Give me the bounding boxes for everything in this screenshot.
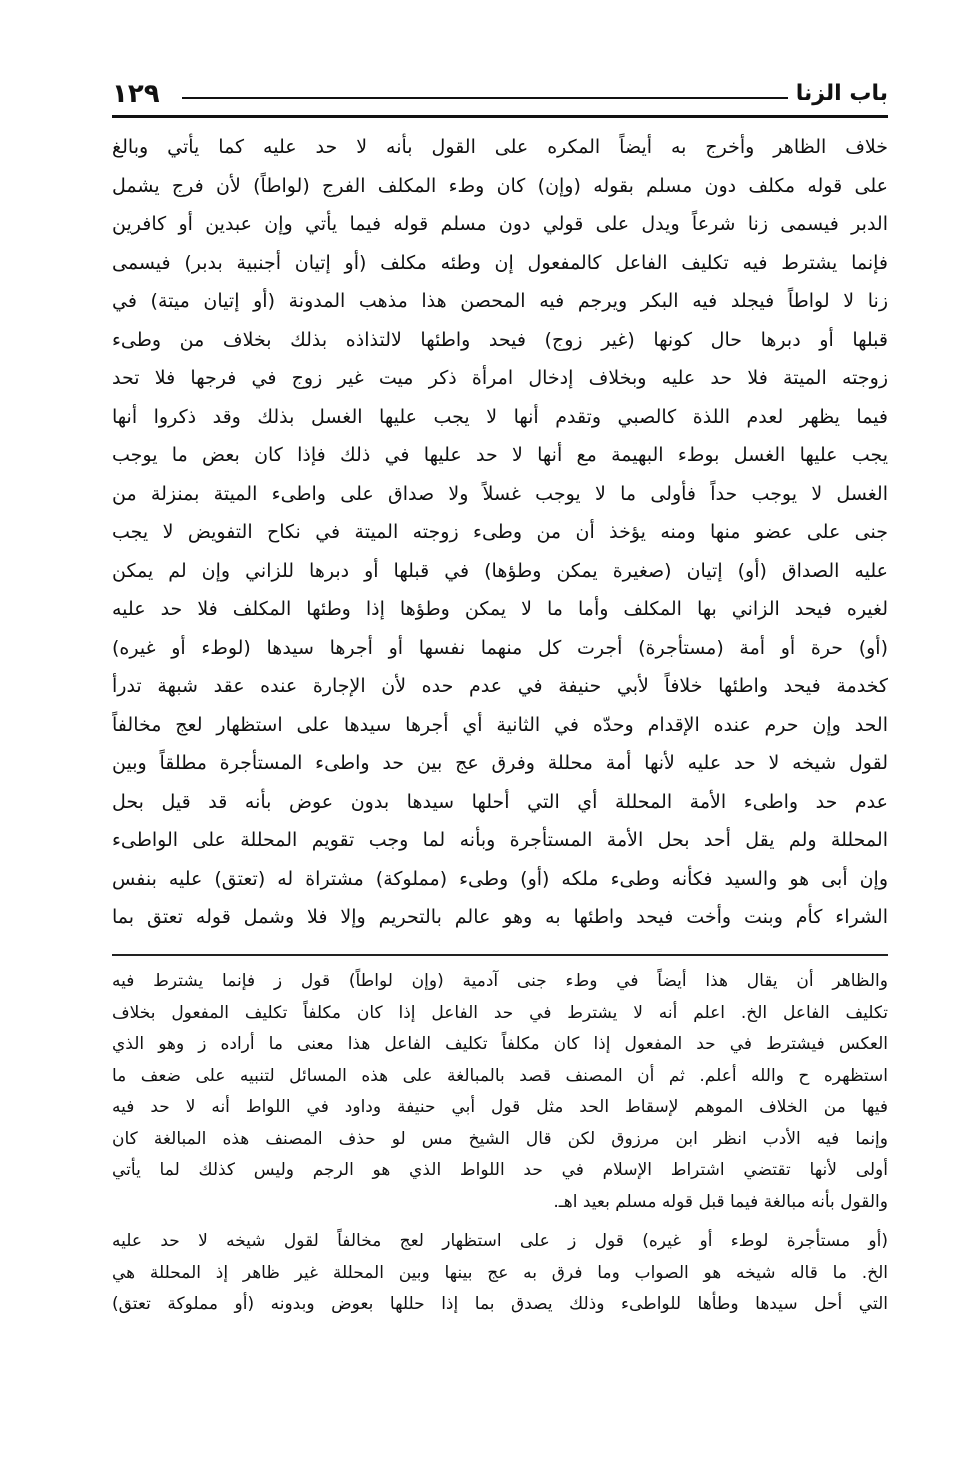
main-text-line: جنى على عضو منها ومنه يؤخذ أن من وطىء زوجته الميتة في نكاح التفويض لا يجب <box>112 521 888 543</box>
commentary-line: وإنما فيه الأدب انظر ابن مرزوق لكن قال الشيخ مس لو حذف المصنف هذه المبالغة كان <box>112 1128 888 1149</box>
main-text-line: الحد وإن حرم عنده الإقدام وحدّه في الثانية أي أجرها سيدها على استظهار لعج مخالفاً <box>112 713 888 736</box>
main-text-line: المحللة ولم يقل أحد بحل الأمة المستأجرة وبأنه لما وجب تقويم المحللة على الواطىء <box>112 829 888 851</box>
header-rule <box>182 97 788 99</box>
commentary-paragraph <box>112 966 888 1218</box>
commentary-line: (أو مستأجرة لوطء أو غيره) قول ز على استظهار لعج مخالفاً لقول شيخه لا حد عليه <box>112 1231 888 1251</box>
page-number: ١٢٩ <box>112 79 160 109</box>
commentary-line: التي أحل سيدها وطأها للواطىء وذلك يصدق بما إذا حللها بعوض وبدونه (أو مملوكة تعتق) <box>112 1294 888 1314</box>
commentary-line: العكس فيشترط في حد المفعول إذا كان مكلفاً تكليف الفاعل هذا معنى ما أراده ز وهو الذي <box>112 1034 888 1054</box>
main-text-line: قبلها أو دبرها حال كونها (غير زوج) فيحد واطئها لالتذاذه بذلك بخلاف من وطىء <box>112 328 888 351</box>
main-text-line: وإن أبى هو والسيد فكأنه وطىء ملكه (أو) وطىء (مملوكة) مشتراة له (تعتق) عليه بنفس <box>112 867 888 890</box>
main-text-line: الدبر فيسمى زنا شرعاً ويدل على قولي دون مسلم قوله فيما يأتي وإن عبدين أو كافرين <box>112 213 888 235</box>
commentary-line: والقول بأنه مبالغة فيما قبل قوله مسلم بعيد اهـ. <box>553 1191 888 1212</box>
main-text-line: عليه الصداق (أو) إتيان (صغيرة يمكن وطؤها) في قبلها أو دبرها للزاني وإن لم يمكن <box>112 559 888 582</box>
commentary-paragraph <box>112 1226 888 1321</box>
footnote-separator <box>112 954 888 956</box>
commentary-line: فيها من الخلاف الموهم لإسقاط الحد مثل قول أبي حنيفة وداود في اللواط أنه لا حد فيه <box>112 1097 888 1117</box>
commentary-line: تكليف الفاعل الخ. اعلم أنه لا يشترط في حد الفاعل إذا كان مكلفاً تكليف المفعول بخلاف <box>112 1002 888 1023</box>
main-text-line: خلاف الظاهر وأخرج به أيضاً المكره على القول بأنه لا حد عليه كما يأتي وبالغ <box>112 136 888 158</box>
main-text-line: عدم حد واطىء الأمة المحللة أي التي أحلها سيدها بدون عوض بأنه قد قيل بحل <box>112 790 888 813</box>
main-text-line: فإنما يشترط فيه تكليف الفاعل كالمفعول إن وطئه مكلف (أو إتيان أجنبية بدبر) فيسمى <box>112 251 888 274</box>
header-underline <box>112 115 888 118</box>
commentary-line: الخ. ما قاله شيخه هو الصواب وما فرق به عج بينها وبين المحللة غير ظاهر إذ المحللة هي <box>112 1262 888 1283</box>
main-text-line: لغيره فيحد الزاني بها المكلف وأما ما لا يمكن وطؤها إذا وطئها المكلف فلا حد عليه <box>112 598 888 620</box>
commentary-line: والظاهر أن يقال هذا أيضاً في وطء جنى آدمية (وإن لواطاً) قول ز فإنما يشترط فيه <box>112 971 888 991</box>
commentary-notes <box>112 966 888 1321</box>
chapter-title: باب الزنا <box>795 81 888 106</box>
main-text <box>112 128 888 937</box>
main-text-line: (أو) حرة أو أمة (مستأجرة) أجرت كل منهما نفسها أو أجرها سيدها (لوطء أو غيره) <box>112 636 888 659</box>
main-text-line: فيما يظهر لعدم اللذة كالصبي وتقدم أنها لا يجب عليها الغسل بذلك وقد ذكروا أنها <box>112 405 888 428</box>
main-text-line: زنا لا لواطاً فيجلد فيه البكر ويرجم فيه المحصن هذا مذهب المدونة (أو إتيان ميتة) في <box>112 290 888 312</box>
commentary-line: أولى لأنها تقتضي اشتراط الإسلام في حد اللواط الذي هو الرجم وليس كذلك لما يأتي <box>112 1160 888 1180</box>
main-text-line: لقول شيخه لا حد عليه لأنها أمة محللة وفرق عج بين حد واطىء المستأجرة مطلقاً وبين <box>112 752 888 774</box>
main-text-line: الشراء كأم وبنت وأخت فيحد واطئها به وهو عالم بالتحريم وإلا فلا وشمل قوله تعتق بما <box>112 906 888 928</box>
main-text-line: الغسل لا يوجب حداً فأولى ما لا يوجب غسلاً ولا صداق على واطىء الميتة بمنزلة من <box>112 482 888 505</box>
main-text-line: يجب عليها الغسل بوطء البهيمة مع أنها لا حد عليها في ذلك فإذا كان بعض ما يوجب <box>112 444 888 466</box>
page-header <box>112 78 888 118</box>
main-text-line: كخدمة فيحد واطئها خلافاً لأبي حنيفة في عدم حده لأن الإجارة عنده عقد شبهة تدرأ <box>112 675 888 697</box>
main-text-line: زوجته الميتة فلا حد عليه وبخلاف إدخال امرأة ذكر ميت غير زوج في فرجها فلا تحد <box>112 367 888 389</box>
commentary-line: استظهره ح والله أعلم. ثم أن المصنف قصد بالمبالغة على هذه المسائل لتنبيه على ضعف ما <box>112 1065 888 1086</box>
main-text-line: على قوله مكلف دون مسلم بقوله (وإن) كان وطء المكلف الفرج (لواطاً) لأن فرج يشمل <box>112 174 888 197</box>
